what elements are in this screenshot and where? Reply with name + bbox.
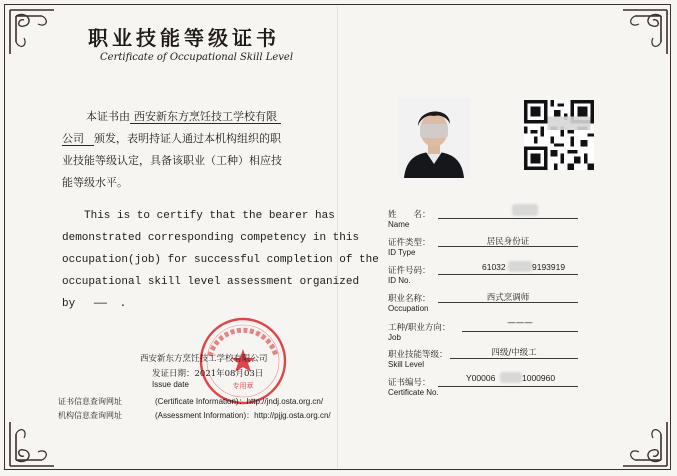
query-org-line [155, 410, 331, 421]
occupation-label-en: Occupation [388, 304, 429, 313]
certificate-title: 职业技能等级证书 [88, 26, 280, 50]
intro-zh-line-3: 业技能等级认定，具备该职业（工种）相应技 [62, 154, 282, 167]
id-no-underline [438, 274, 578, 275]
intro-zh-line-1 [86, 108, 281, 124]
cert-no-underline [438, 386, 578, 387]
corner-ornament-bottom-left [6, 410, 66, 470]
job-value: ——— [507, 318, 533, 328]
holder-photo [398, 98, 470, 178]
query-org-label: 机构信息查询网址 [58, 411, 122, 420]
skill-level-underline [450, 358, 578, 359]
job-label: 工种/职业方向： [388, 323, 451, 333]
skill-level-value: 四级/中级工 [491, 348, 537, 358]
id-type-label: 证件类型： [388, 238, 431, 248]
query-cert-en: (Certificate Information)： [155, 397, 247, 406]
issuer-name: 西安新东方烹饪技工学校有限 [130, 110, 281, 124]
intro-en-line-4: occupational skill level assessment organized [62, 276, 360, 288]
query-cert-label: 证书信息查询网址 [58, 397, 122, 406]
by-label: by [62, 298, 76, 310]
intro-prefix: 本证书由 [86, 110, 130, 123]
issue-date-label: 发证日期： [152, 369, 195, 379]
job-underline [462, 331, 578, 332]
cert-no-label-en: Certificate No. [388, 388, 439, 397]
occupation-label: 职业名称： [388, 294, 431, 304]
job-label-en: Job [388, 333, 401, 342]
issuer-name-cont: 公司 [62, 132, 94, 146]
name-label-en: Name [388, 220, 410, 229]
id-no-label: 证件号码： [388, 266, 431, 276]
id-no-value-right: 9193919 [532, 262, 566, 272]
query-cert-url: http://jndj.osta.org.cn/ [246, 397, 324, 406]
name-underline [438, 218, 578, 219]
by-blank: —— [93, 298, 108, 310]
issue-date-value: 2021年08月03日 [194, 369, 264, 379]
query-cert-line [155, 396, 323, 407]
id-no-redaction [508, 261, 532, 272]
id-type-label-en: ID Type [388, 248, 416, 257]
intro-en-line-1: This is to certify that the bearer has [84, 210, 335, 222]
intro-en-line-2: demonstrated corresponding competency in this [62, 232, 360, 244]
issue-date-en: Issue date [152, 380, 189, 389]
query-org-url: http://pjjg.osta.org.cn/ [254, 411, 331, 420]
cert-no-value-right: 1000960 [522, 373, 556, 383]
skill-level-label: 职业技能等级： [388, 350, 448, 360]
skill-level-label-en: Skill Level [388, 360, 425, 369]
intro-zh-line-2 [62, 130, 281, 146]
query-org-en: (Assessment Information)： [155, 411, 255, 420]
issue-date [152, 367, 263, 379]
intro-en-line-5 [62, 298, 126, 310]
intro-line-2-rest: 颁发，表明持证人通过本机构组织的职 [94, 132, 281, 145]
id-no-label-en: ID No. [388, 276, 411, 285]
issuer-footer: 西安新东方烹饪技工学校有限公司 [140, 354, 268, 364]
name-label: 姓 名： [388, 210, 431, 220]
corner-ornament-bottom-right [611, 410, 671, 470]
name-redaction [512, 204, 538, 216]
qr-code [524, 100, 594, 170]
occupation-value: 西式烹调师 [486, 293, 530, 303]
cert-no-redaction [500, 372, 522, 383]
seal-subtext: 专用章 [232, 382, 254, 390]
corner-ornament-top-left [6, 6, 66, 66]
certificate-subtitle: Certificate of Occupational Skill Level [100, 52, 294, 63]
id-no-value-left: 61032 [482, 262, 506, 272]
intro-zh-line-4: 能等级水平。 [62, 176, 128, 189]
corner-ornament-top-right [611, 6, 671, 66]
intro-en-line-3: occupation(job) for successful completion of the [62, 254, 379, 266]
cert-no-value-left: Y00006 [466, 373, 496, 383]
cert-no-label: 证书编号： [388, 378, 431, 388]
id-type-value: 居民身份证 [486, 237, 530, 247]
by-period: . [119, 298, 127, 310]
